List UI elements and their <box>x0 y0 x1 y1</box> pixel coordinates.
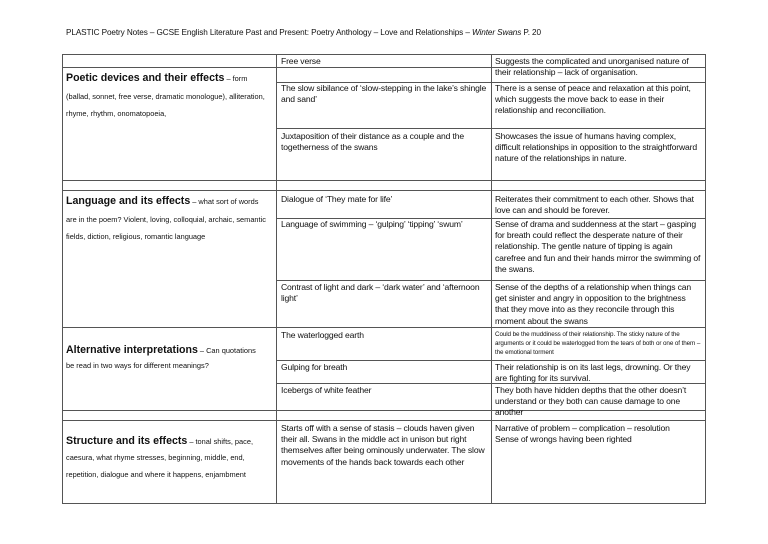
effect-cell: Sense of the depths of a relationship when things can get sinister and angry in opposition to the brightness that they move into as they reconcile through this moment about the swans <box>495 282 692 326</box>
effect-cell: There is a sense of peace and relaxation at this point, which suggests the move back to ease in their relationship and reconciliation. <box>495 83 691 116</box>
effect-cell: Suggests the complicated and unorganised nature of their relationship – lack of organisation. <box>495 56 689 78</box>
section-label-structure: Structure and its effects – tonal shifts, pace, caesura, what rhyme stresses, beginning, middle, end, repetition, dialogue and where it happens, enjambment <box>66 435 254 479</box>
effect-cell: Showcases the issue of humans having complex, difficult relationships in opposition to the straightforward nature of the relationships in nature. <box>495 131 697 164</box>
quote-cell: Dialogue of ‘They mate for life’ <box>281 194 393 204</box>
effect-cell: Their relationship is on its last legs, drowning. Or they are fighting for its survival. <box>495 362 691 384</box>
quote-cell: Language of swimming – ‘gulping’ ‘tipping’ ‘swum’ <box>281 219 463 229</box>
quote-cell: Free verse <box>281 56 321 66</box>
quote-cell: The waterlogged earth <box>281 330 364 340</box>
quote-cell: Starts off with a sense of stasis – clouds haven given their all. Swans in the middle act in unison but right themselves after being ominously underwater. The slow movements of the hands back towards each other <box>281 423 485 467</box>
effect-cell: Reiterates their commitment to each other. Shows that love can and should be forever. <box>495 194 694 216</box>
section-label-poetic-devices: Poetic devices and their effects – form (ballad, sonnet, free verse, dramatic monologue), alliteration, rhyme, rhythm, onomatopoeia, <box>66 72 265 118</box>
quote-cell: Juxtaposition of their distance as a couple and the togetherness of the swans <box>281 131 464 153</box>
quote-cell: The slow sibilance of ‘slow-stepping in the lake’s shingle and sand’ <box>281 83 487 105</box>
section-label-language: Language and its effects – what sort of words are in the poem? Violent, loving, colloquial, archaic, semantic fields, diction, religious, romantic language <box>66 195 266 241</box>
effect-cell: Could be the muddiness of their relationship. The sticky nature of the arguments or it could be waterlogged from the tears of both or one of them – the emotional torment <box>495 331 701 356</box>
section-label-alternative-interpretations: Alternative interpretations – Can quotations be read in two ways for different meanings? <box>66 344 256 370</box>
quote-cell: Icebergs of white feather <box>281 385 372 395</box>
quote-cell: Gulping for breath <box>281 362 348 372</box>
effect-cell: Sense of drama and suddenness at the start – gasping for breath could reflect the desperate nature of their relationship. The gentle nature of tipping is again carefree and fun and their hands mirror the swimming of the swans. <box>495 219 701 274</box>
quote-cell: Contrast of light and dark – ‘dark water’ and ‘afternoon light’ <box>281 282 480 304</box>
page-title: PLASTIC Poetry Notes – GCSE English Literature Past and Present: Poetry Anthology – Love and Relationships – Winter Swans P. 20 <box>66 28 541 37</box>
effect-cell: Narrative of problem – complication – resolution Sense of wrongs having been righted <box>495 423 670 445</box>
effect-cell: They both have hidden depths that the other doesn’t understand or they both can cause damage to one another <box>495 385 687 418</box>
